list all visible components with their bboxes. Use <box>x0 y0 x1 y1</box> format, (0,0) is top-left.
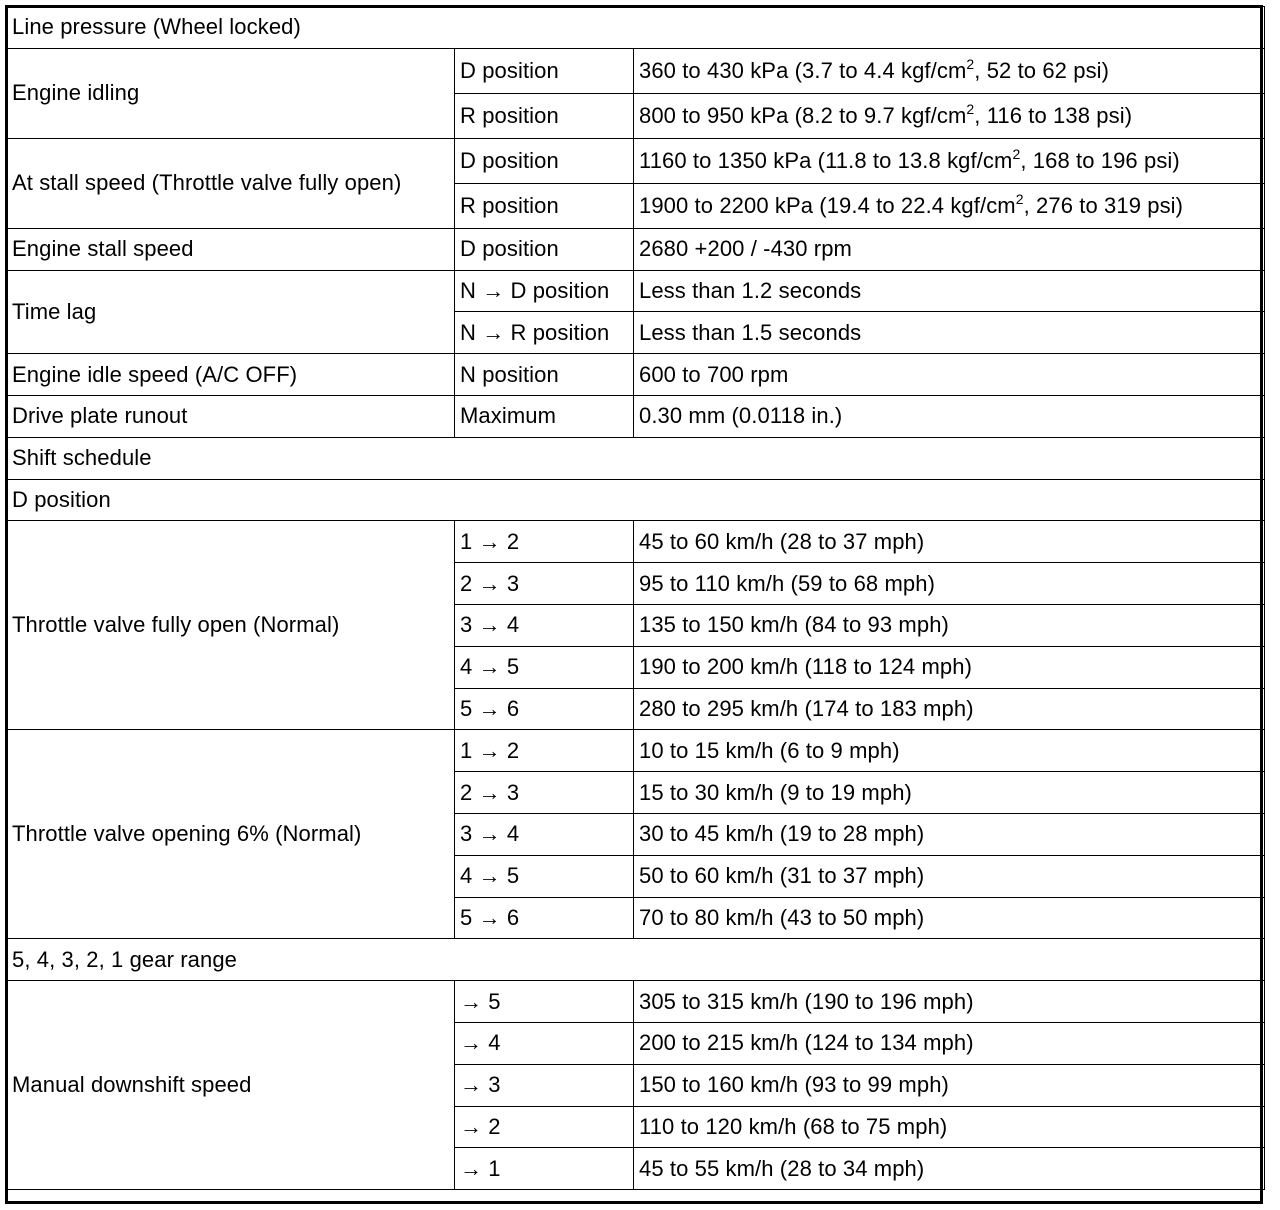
position-cell: D position <box>455 138 634 183</box>
table-row <box>7 270 1265 312</box>
value-cell: 280 to 295 km/h (174 to 183 mph) <box>634 688 1265 730</box>
line-pressure-header: Line pressure (Wheel locked) <box>7 7 1265 49</box>
time-lag-label: Time lag <box>7 270 455 354</box>
value-cell: 1160 to 1350 kPa (11.8 to 13.8 kgf/$cm^2$, 168 to 196 psi) <box>634 138 1265 183</box>
table-row <box>7 48 1265 93</box>
d-position-header: D position <box>7 479 1265 521</box>
value-cell: 0.30 mm (0.0118 in.) <box>634 395 1265 437</box>
value-cell: 45 to 55 km/h (28 to 34 mph) <box>634 1148 1265 1190</box>
shift-cell: 5 → 6 <box>455 688 634 730</box>
value-cell: 360 to 430 kPa (3.7 to 4.4 kgf/$cm^2$, 52 to 62 psi) <box>634 48 1265 93</box>
position-cell: Maximum <box>455 395 634 437</box>
value-cell: 190 to 200 km/h (118 to 124 mph) <box>634 646 1265 688</box>
position-cell: D position <box>455 48 634 93</box>
shift-cell: 2 → 3 <box>455 772 634 814</box>
position-cell: R position <box>455 183 634 228</box>
value-cell: 600 to 700 rpm <box>634 354 1265 396</box>
table-row <box>7 138 1265 183</box>
shift-cell: 3 → 4 <box>455 604 634 646</box>
shift-cell: → 3 <box>455 1064 634 1106</box>
value-cell: 135 to 150 km/h (84 to 93 mph) <box>634 604 1265 646</box>
fully-open-label: Throttle valve fully open (Normal) <box>7 521 455 730</box>
position-cell: N → D position <box>455 270 634 312</box>
value-cell: 800 to 950 kPa (8.2 to 9.7 kgf/$cm^2$, 116 to 138 psi) <box>634 93 1265 138</box>
shift-cell: 1 → 2 <box>455 521 634 563</box>
shift-schedule-header: Shift schedule <box>7 437 1265 479</box>
position-cell: R position <box>455 93 634 138</box>
value-cell: 305 to 315 km/h (190 to 196 mph) <box>634 981 1265 1023</box>
value-cell: Less than 1.5 seconds <box>634 312 1265 354</box>
value-cell: 10 to 15 km/h (6 to 9 mph) <box>634 730 1265 772</box>
value-cell: 150 to 160 km/h (93 to 99 mph) <box>634 1064 1265 1106</box>
specification-table <box>6 6 1265 1190</box>
value-cell: 1900 to 2200 kPa (19.4 to 22.4 kgf/$cm^2$, 276 to 319 psi) <box>634 183 1265 228</box>
section-header-row <box>7 479 1265 521</box>
table-row <box>7 395 1265 437</box>
shift-cell: 2 → 3 <box>455 563 634 605</box>
shift-cell: 4 → 5 <box>455 855 634 897</box>
position-cell: N → R position <box>455 312 634 354</box>
shift-cell: → 1 <box>455 1148 634 1190</box>
table-row <box>7 730 1265 772</box>
value-cell: 95 to 110 km/h (59 to 68 mph) <box>634 563 1265 605</box>
value-cell: 15 to 30 km/h (9 to 19 mph) <box>634 772 1265 814</box>
table-row <box>7 228 1265 270</box>
value-cell: 200 to 215 km/h (124 to 134 mph) <box>634 1022 1265 1064</box>
table-row <box>7 981 1265 1023</box>
section-header-row <box>7 7 1265 49</box>
shift-cell: 3 → 4 <box>455 813 634 855</box>
drive-plate-runout-label: Drive plate runout <box>7 395 455 437</box>
shift-cell: → 2 <box>455 1106 634 1148</box>
position-cell: N position <box>455 354 634 396</box>
shift-cell: 5 → 6 <box>455 897 634 939</box>
table-row <box>7 521 1265 563</box>
engine-idle-speed-label: Engine idle speed (A/C OFF) <box>7 354 455 396</box>
value-cell: 110 to 120 km/h (68 to 75 mph) <box>634 1106 1265 1148</box>
section-header-row <box>7 939 1265 981</box>
value-cell: 50 to 60 km/h (31 to 37 mph) <box>634 855 1265 897</box>
section-header-row <box>7 437 1265 479</box>
manual-downshift-label: Manual downshift speed <box>7 981 455 1190</box>
shift-cell: 1 → 2 <box>455 730 634 772</box>
value-cell: 70 to 80 km/h (43 to 50 mph) <box>634 897 1265 939</box>
shift-cell: → 4 <box>455 1022 634 1064</box>
position-cell: D position <box>455 228 634 270</box>
engine-idling-label: Engine idling <box>7 48 455 138</box>
opening-6-label: Throttle valve opening 6% (Normal) <box>7 730 455 939</box>
shift-cell: → 5 <box>455 981 634 1023</box>
gear-range-header: 5, 4, 3, 2, 1 gear range <box>7 939 1265 981</box>
value-cell: 30 to 45 km/h (19 to 28 mph) <box>634 813 1265 855</box>
shift-cell: 4 → 5 <box>455 646 634 688</box>
value-cell: 2680 +200 / -430 rpm <box>634 228 1265 270</box>
value-cell: 45 to 60 km/h (28 to 37 mph) <box>634 521 1265 563</box>
stall-speed-label: At stall speed (Throttle valve fully open) <box>7 138 455 228</box>
engine-stall-speed-label: Engine stall speed <box>7 228 455 270</box>
table-row <box>7 354 1265 396</box>
value-cell: Less than 1.2 seconds <box>634 270 1265 312</box>
